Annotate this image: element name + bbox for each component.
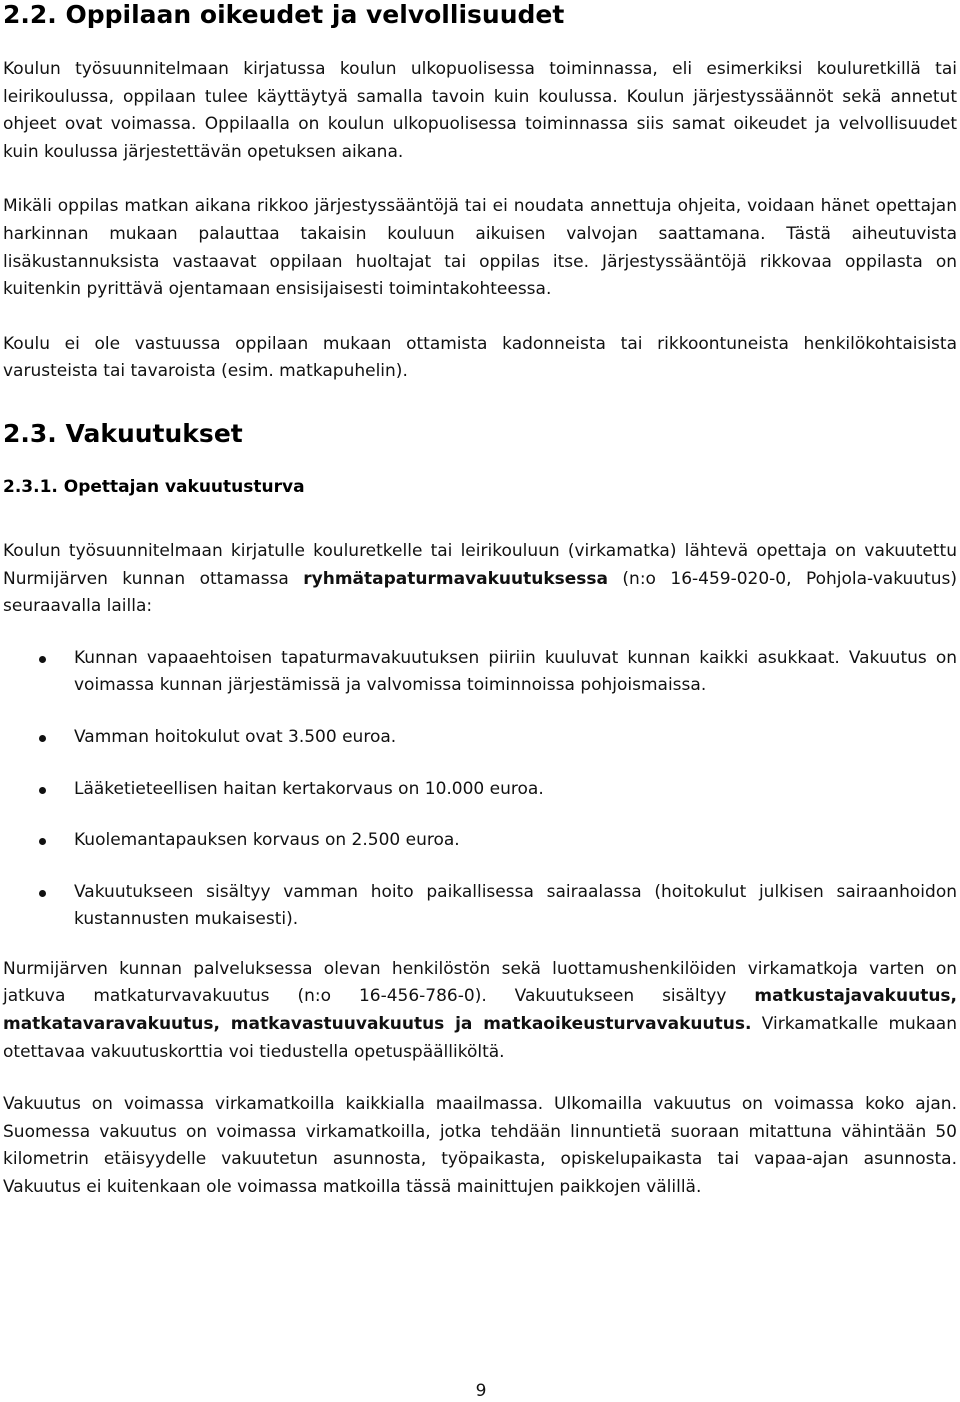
heading-2-3: 2.3. Vakuutukset	[3, 418, 243, 448]
list-item-text: Vakuutukseen sisältyy vamman hoito paikallisessa sairaalassa (hoitokulut julkisen sairaanhoidon kustannusten mukaisesti).	[74, 881, 957, 930]
intro-text-bold: ryhmätapaturmavakuutuksessa	[303, 568, 608, 589]
bullet-icon	[39, 890, 46, 897]
list-item-text: Vamman hoitokulut ovat 3.500 euroa.	[74, 726, 397, 747]
travel-text-start: Nurmijärven kunnan palveluksessa olevan henkilöstön sekä luottamushenkilöiden virkamatkoja varten on jatkuva matkaturvavakuutus (n:o 16-456-786-0). Vakuutukseen sisältyy	[3, 958, 957, 1007]
paragraph-rule-violation: Mikäli oppilas matkan aikana rikkoo järjestyssääntöjä tai ei noudata annettuja ohjeita, voidaan hänet opettajan harkinnan mukaan palauttaa takaisin kouluun aikuisen valvojan saattamana. Tästä aiheutuvista lisäkustannuksista vastaavat oppilaan huoltajat tai oppilas itse. Järjestyssääntöjä rikkovaa oppilasta on kuitenkin pyrittävä ojentamaan ensisijaisesti toimintakohteessa.	[3, 196, 957, 300]
bullet-icon	[39, 656, 46, 663]
paragraph-lost-items: Koulu ei ole vastuussa oppilaan mukaan ottamista kadonneista tai rikkoontuneista henkilökohtaisista varusteista tai tavaroista (esim. matkapuhelin).	[3, 333, 957, 382]
list-item-text: Lääketieteellisen haitan kertakorvaus on 10.000 euroa.	[74, 778, 544, 799]
intro-text-start: Koulun työsuunnitelmaan kirjatulle kouluretkelle tai leirikouluun (virkamatka) lähtevä opettaja on vakuutettu Nurmijärven kunnan ottamassa	[3, 540, 957, 589]
insurance-terms-list	[3, 645, 957, 934]
list-item	[3, 776, 957, 804]
bullet-icon	[39, 838, 46, 845]
list-item-text: Kunnan vapaaehtoisen tapaturmavakuutuksen piiriin kuuluvat kunnan kaikki asukkaat. Vakuutus on voimassa kunnan järjestämissä ja valvomissa toiminnoissa pohjoismaissa.	[74, 647, 957, 696]
page-number: 9	[475, 1381, 487, 1401]
document-page	[3, 0, 957, 1202]
bullet-icon	[39, 735, 46, 742]
list-item	[3, 827, 957, 855]
list-item	[3, 645, 957, 700]
list-item-text: Kuolemantapauksen korvaus on 2.500 euroa.	[74, 830, 460, 851]
list-item	[3, 724, 957, 752]
paragraph-travel-insurance	[3, 956, 957, 1066]
paragraph-teacher-insurance-intro	[3, 538, 957, 621]
travel-text-end: Virkamatkalle mukaan otettavaa vakuutuskorttia voi tiedustella opetuspäälliköltä.	[3, 1014, 957, 1062]
list-item	[3, 879, 957, 934]
paragraph-school-activity-rules: Koulun työsuunnitelmaan kirjatussa koulun ulkopuolisessa toiminnassa, eli esimerkiksi kouluretkillä tai leirikoulussa, oppilaan tulee käyttäytyä samalla tavoin kuin koulussa. Koulun järjestyssäännöt sekä annetut ohjeet ovat voimassa. Oppilaalla on koulun ulkopuolisessa toiminnassa siis samat oikeudet ja velvollisuudet kuin koulussa järjestettävän opetuksen aikana.	[3, 59, 957, 162]
paragraph-insurance-validity: Vakuutus on voimassa virkamatkoilla kaikkialla maailmassa. Ulkomailla vakuutus on voimassa koko ajan. Suomessa vakuutus on voimassa virkamatkoilla, jotka tehdään linnuntietä suoraan mitattuna vähintään 50 kilometrin etäisyydelle vakuutetun asunnosta, työpaikasta, opiskelupaikasta tai vapaa-ajan asunnosta. Vakuutus ei kuitenkaan ole voimassa matkoilla tässä mainittujen paikkojen välillä.	[3, 1094, 957, 1198]
intro-text-end: (n:o 16-459-020-0, Pohjola-vakuutus) seuraavalla lailla:	[3, 568, 957, 617]
bullet-icon	[39, 787, 46, 794]
heading-2-2: 2.2. Oppilaan oikeudet ja velvollisuudet	[3, 0, 565, 29]
heading-2-3-1: 2.3.1. Opettajan vakuutusturva	[3, 476, 305, 497]
travel-text-bold: matkustajavakuutus, matkatavaravakuutus, matkavastuuvakuutus ja matkaoikeusturvavakuutus.	[3, 986, 957, 1035]
